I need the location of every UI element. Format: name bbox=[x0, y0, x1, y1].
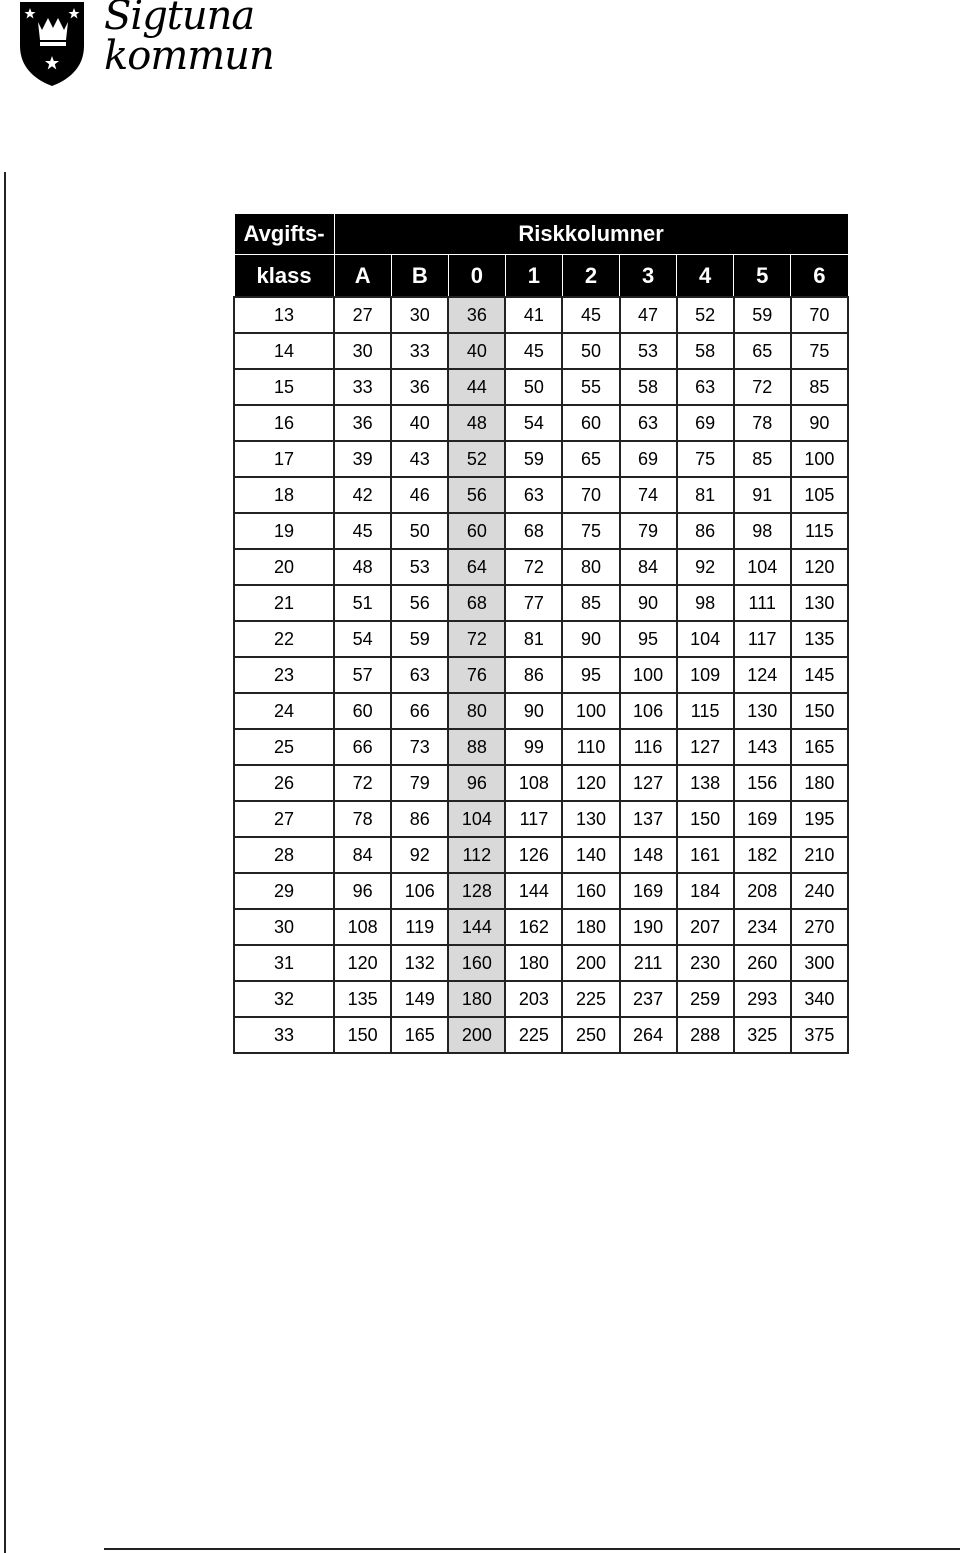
fee-class-cell: 31 bbox=[234, 945, 334, 981]
fee-value-cell: 169 bbox=[734, 801, 791, 837]
fee-value-cell: 211 bbox=[620, 945, 677, 981]
fee-value-cell: 81 bbox=[505, 621, 562, 657]
fee-value-cell: 288 bbox=[677, 1017, 734, 1053]
fee-value-cell: 40 bbox=[448, 333, 505, 369]
fee-value-cell: 90 bbox=[562, 621, 619, 657]
fee-value-cell: 70 bbox=[791, 297, 848, 333]
fee-value-cell: 66 bbox=[391, 693, 448, 729]
fee-value-cell: 56 bbox=[448, 477, 505, 513]
table-row bbox=[234, 585, 848, 621]
fee-value-cell: 108 bbox=[505, 765, 562, 801]
fee-value-cell: 90 bbox=[505, 693, 562, 729]
fee-value-cell: 33 bbox=[334, 369, 391, 405]
fee-value-cell: 70 bbox=[562, 477, 619, 513]
fee-class-cell: 32 bbox=[234, 981, 334, 1017]
fee-value-cell: 45 bbox=[334, 513, 391, 549]
table-row bbox=[234, 765, 848, 801]
header-klass: klass bbox=[234, 255, 334, 298]
fee-value-cell: 95 bbox=[620, 621, 677, 657]
fee-class-cell: 33 bbox=[234, 1017, 334, 1053]
fee-value-cell: 45 bbox=[505, 333, 562, 369]
fee-value-cell: 78 bbox=[734, 405, 791, 441]
fee-value-cell: 72 bbox=[448, 621, 505, 657]
fee-value-cell: 78 bbox=[334, 801, 391, 837]
fee-value-cell: 126 bbox=[505, 837, 562, 873]
coat-of-arms-icon bbox=[18, 0, 88, 86]
fee-value-cell: 60 bbox=[334, 693, 391, 729]
fee-value-cell: 180 bbox=[448, 981, 505, 1017]
fee-value-cell: 182 bbox=[734, 837, 791, 873]
fee-value-cell: 104 bbox=[448, 801, 505, 837]
fee-value-cell: 117 bbox=[505, 801, 562, 837]
fee-value-cell: 230 bbox=[677, 945, 734, 981]
fee-value-cell: 64 bbox=[448, 549, 505, 585]
fee-class-cell: 13 bbox=[234, 297, 334, 333]
fee-value-cell: 128 bbox=[448, 873, 505, 909]
fee-value-cell: 33 bbox=[391, 333, 448, 369]
fee-value-cell: 59 bbox=[734, 297, 791, 333]
fee-value-cell: 68 bbox=[505, 513, 562, 549]
fee-value-cell: 207 bbox=[677, 909, 734, 945]
fee-value-cell: 112 bbox=[448, 837, 505, 873]
sigtuna-kommun-logo bbox=[18, 0, 288, 92]
fee-value-cell: 45 bbox=[562, 297, 619, 333]
fee-value-cell: 73 bbox=[391, 729, 448, 765]
fee-class-cell: 17 bbox=[234, 441, 334, 477]
fee-class-table bbox=[233, 213, 849, 1054]
column-header: 1 bbox=[505, 255, 562, 298]
fee-value-cell: 50 bbox=[562, 333, 619, 369]
fee-value-cell: 66 bbox=[334, 729, 391, 765]
fee-value-cell: 180 bbox=[562, 909, 619, 945]
fee-value-cell: 190 bbox=[620, 909, 677, 945]
fee-value-cell: 77 bbox=[505, 585, 562, 621]
fee-value-cell: 120 bbox=[334, 945, 391, 981]
fee-value-cell: 130 bbox=[791, 585, 848, 621]
fee-value-cell: 55 bbox=[562, 369, 619, 405]
fee-value-cell: 69 bbox=[620, 441, 677, 477]
fee-value-cell: 264 bbox=[620, 1017, 677, 1053]
fee-value-cell: 95 bbox=[562, 657, 619, 693]
table-row bbox=[234, 405, 848, 441]
fee-value-cell: 52 bbox=[448, 441, 505, 477]
fee-class-cell: 25 bbox=[234, 729, 334, 765]
table-body bbox=[234, 297, 848, 1053]
fee-value-cell: 47 bbox=[620, 297, 677, 333]
fee-value-cell: 108 bbox=[334, 909, 391, 945]
fee-value-cell: 99 bbox=[505, 729, 562, 765]
fee-value-cell: 169 bbox=[620, 873, 677, 909]
fee-value-cell: 165 bbox=[391, 1017, 448, 1053]
fee-value-cell: 59 bbox=[505, 441, 562, 477]
fee-value-cell: 75 bbox=[562, 513, 619, 549]
fee-value-cell: 104 bbox=[734, 549, 791, 585]
fee-value-cell: 240 bbox=[791, 873, 848, 909]
fee-value-cell: 59 bbox=[391, 621, 448, 657]
fee-value-cell: 135 bbox=[334, 981, 391, 1017]
fee-value-cell: 160 bbox=[448, 945, 505, 981]
fee-value-cell: 180 bbox=[505, 945, 562, 981]
fee-class-cell: 22 bbox=[234, 621, 334, 657]
fee-value-cell: 60 bbox=[562, 405, 619, 441]
fee-value-cell: 145 bbox=[791, 657, 848, 693]
fee-value-cell: 260 bbox=[734, 945, 791, 981]
left-margin-rule bbox=[4, 172, 6, 1553]
table-row bbox=[234, 441, 848, 477]
fee-value-cell: 195 bbox=[791, 801, 848, 837]
header-riskkolumner: Riskkolumner bbox=[334, 214, 848, 255]
fee-value-cell: 81 bbox=[677, 477, 734, 513]
fee-value-cell: 65 bbox=[734, 333, 791, 369]
fee-value-cell: 69 bbox=[677, 405, 734, 441]
fee-value-cell: 156 bbox=[734, 765, 791, 801]
fee-value-cell: 143 bbox=[734, 729, 791, 765]
footer-rule bbox=[104, 1548, 960, 1550]
fee-value-cell: 144 bbox=[448, 909, 505, 945]
fee-value-cell: 144 bbox=[505, 873, 562, 909]
fee-value-cell: 116 bbox=[620, 729, 677, 765]
fee-value-cell: 135 bbox=[791, 621, 848, 657]
fee-value-cell: 225 bbox=[505, 1017, 562, 1053]
table-row bbox=[234, 945, 848, 981]
fee-value-cell: 53 bbox=[391, 549, 448, 585]
fee-value-cell: 57 bbox=[334, 657, 391, 693]
column-header: 3 bbox=[620, 255, 677, 298]
table-row bbox=[234, 693, 848, 729]
fee-value-cell: 39 bbox=[334, 441, 391, 477]
fee-value-cell: 105 bbox=[791, 477, 848, 513]
fee-value-cell: 85 bbox=[562, 585, 619, 621]
fee-value-cell: 225 bbox=[562, 981, 619, 1017]
fee-value-cell: 104 bbox=[677, 621, 734, 657]
fee-class-cell: 16 bbox=[234, 405, 334, 441]
fee-class-cell: 24 bbox=[234, 693, 334, 729]
fee-value-cell: 132 bbox=[391, 945, 448, 981]
fee-value-cell: 111 bbox=[734, 585, 791, 621]
fee-value-cell: 44 bbox=[448, 369, 505, 405]
fee-value-cell: 85 bbox=[734, 441, 791, 477]
fee-value-cell: 237 bbox=[620, 981, 677, 1017]
fee-value-cell: 100 bbox=[562, 693, 619, 729]
table-row bbox=[234, 369, 848, 405]
fee-value-cell: 72 bbox=[334, 765, 391, 801]
fee-value-cell: 92 bbox=[677, 549, 734, 585]
fee-class-cell: 26 bbox=[234, 765, 334, 801]
column-header: 2 bbox=[562, 255, 619, 298]
fee-value-cell: 115 bbox=[791, 513, 848, 549]
fee-value-cell: 117 bbox=[734, 621, 791, 657]
fee-value-cell: 48 bbox=[334, 549, 391, 585]
fee-value-cell: 160 bbox=[562, 873, 619, 909]
fee-value-cell: 100 bbox=[620, 657, 677, 693]
table-row bbox=[234, 1017, 848, 1053]
fee-value-cell: 259 bbox=[677, 981, 734, 1017]
fee-value-cell: 50 bbox=[391, 513, 448, 549]
fee-value-cell: 127 bbox=[620, 765, 677, 801]
fee-value-cell: 72 bbox=[734, 369, 791, 405]
table-row bbox=[234, 657, 848, 693]
fee-value-cell: 42 bbox=[334, 477, 391, 513]
fee-value-cell: 74 bbox=[620, 477, 677, 513]
fee-value-cell: 210 bbox=[791, 837, 848, 873]
fee-value-cell: 80 bbox=[448, 693, 505, 729]
table-row bbox=[234, 297, 848, 333]
fee-value-cell: 138 bbox=[677, 765, 734, 801]
fee-value-cell: 300 bbox=[791, 945, 848, 981]
fee-value-cell: 85 bbox=[791, 369, 848, 405]
fee-value-cell: 50 bbox=[505, 369, 562, 405]
column-header: 6 bbox=[791, 255, 848, 298]
fee-value-cell: 100 bbox=[791, 441, 848, 477]
header-avgifts: Avgifts- bbox=[234, 214, 334, 255]
fee-class-cell: 14 bbox=[234, 333, 334, 369]
fee-value-cell: 98 bbox=[677, 585, 734, 621]
fee-value-cell: 115 bbox=[677, 693, 734, 729]
fee-class-cell: 20 bbox=[234, 549, 334, 585]
fee-value-cell: 161 bbox=[677, 837, 734, 873]
table-row bbox=[234, 621, 848, 657]
fee-value-cell: 40 bbox=[391, 405, 448, 441]
table-row bbox=[234, 801, 848, 837]
fee-value-cell: 86 bbox=[505, 657, 562, 693]
fee-value-cell: 51 bbox=[334, 585, 391, 621]
fee-class-cell: 28 bbox=[234, 837, 334, 873]
fee-value-cell: 91 bbox=[734, 477, 791, 513]
fee-value-cell: 90 bbox=[620, 585, 677, 621]
fee-value-cell: 203 bbox=[505, 981, 562, 1017]
fee-value-cell: 63 bbox=[391, 657, 448, 693]
fee-value-cell: 234 bbox=[734, 909, 791, 945]
fee-value-cell: 36 bbox=[448, 297, 505, 333]
fee-class-cell: 15 bbox=[234, 369, 334, 405]
fee-value-cell: 200 bbox=[562, 945, 619, 981]
fee-value-cell: 130 bbox=[562, 801, 619, 837]
table-row bbox=[234, 873, 848, 909]
fee-class-cell: 27 bbox=[234, 801, 334, 837]
fee-value-cell: 110 bbox=[562, 729, 619, 765]
fee-value-cell: 119 bbox=[391, 909, 448, 945]
table-row bbox=[234, 513, 848, 549]
fee-value-cell: 92 bbox=[391, 837, 448, 873]
fee-value-cell: 79 bbox=[620, 513, 677, 549]
fee-value-cell: 250 bbox=[562, 1017, 619, 1053]
fee-value-cell: 150 bbox=[334, 1017, 391, 1053]
fee-value-cell: 79 bbox=[391, 765, 448, 801]
fee-value-cell: 30 bbox=[391, 297, 448, 333]
logo-line-1: Sigtuna bbox=[104, 0, 255, 39]
column-header: 5 bbox=[734, 255, 791, 298]
fee-value-cell: 63 bbox=[620, 405, 677, 441]
table-row bbox=[234, 981, 848, 1017]
fee-class-cell: 23 bbox=[234, 657, 334, 693]
column-header: A bbox=[334, 255, 391, 298]
fee-value-cell: 96 bbox=[448, 765, 505, 801]
fee-value-cell: 98 bbox=[734, 513, 791, 549]
fee-value-cell: 54 bbox=[505, 405, 562, 441]
fee-value-cell: 340 bbox=[791, 981, 848, 1017]
table-row bbox=[234, 729, 848, 765]
fee-value-cell: 109 bbox=[677, 657, 734, 693]
table-row bbox=[234, 837, 848, 873]
fee-value-cell: 96 bbox=[334, 873, 391, 909]
fee-value-cell: 325 bbox=[734, 1017, 791, 1053]
fee-value-cell: 88 bbox=[448, 729, 505, 765]
fee-value-cell: 84 bbox=[620, 549, 677, 585]
fee-value-cell: 293 bbox=[734, 981, 791, 1017]
table-row bbox=[234, 333, 848, 369]
fee-value-cell: 165 bbox=[791, 729, 848, 765]
fee-class-cell: 19 bbox=[234, 513, 334, 549]
fee-class-cell: 30 bbox=[234, 909, 334, 945]
fee-value-cell: 375 bbox=[791, 1017, 848, 1053]
fee-value-cell: 180 bbox=[791, 765, 848, 801]
fee-value-cell: 106 bbox=[391, 873, 448, 909]
column-header: 0 bbox=[448, 255, 505, 298]
logo-wordmark bbox=[104, 0, 274, 79]
fee-value-cell: 30 bbox=[334, 333, 391, 369]
fee-value-cell: 36 bbox=[391, 369, 448, 405]
fee-value-cell: 43 bbox=[391, 441, 448, 477]
fee-value-cell: 65 bbox=[562, 441, 619, 477]
fee-value-cell: 86 bbox=[391, 801, 448, 837]
fee-value-cell: 90 bbox=[791, 405, 848, 441]
fee-value-cell: 58 bbox=[620, 369, 677, 405]
fee-value-cell: 63 bbox=[505, 477, 562, 513]
fee-value-cell: 75 bbox=[791, 333, 848, 369]
fee-value-cell: 27 bbox=[334, 297, 391, 333]
logo-line-2: kommun bbox=[104, 33, 274, 79]
fee-value-cell: 53 bbox=[620, 333, 677, 369]
fee-class-cell: 18 bbox=[234, 477, 334, 513]
column-header: B bbox=[391, 255, 448, 298]
fee-value-cell: 148 bbox=[620, 837, 677, 873]
fee-value-cell: 52 bbox=[677, 297, 734, 333]
table-row bbox=[234, 909, 848, 945]
fee-class-cell: 29 bbox=[234, 873, 334, 909]
fee-value-cell: 84 bbox=[334, 837, 391, 873]
table-header bbox=[234, 214, 848, 298]
fee-value-cell: 41 bbox=[505, 297, 562, 333]
fee-value-cell: 54 bbox=[334, 621, 391, 657]
fee-value-cell: 120 bbox=[562, 765, 619, 801]
fee-value-cell: 149 bbox=[391, 981, 448, 1017]
table-row bbox=[234, 477, 848, 513]
fee-value-cell: 72 bbox=[505, 549, 562, 585]
fee-value-cell: 58 bbox=[677, 333, 734, 369]
fee-value-cell: 68 bbox=[448, 585, 505, 621]
fee-value-cell: 130 bbox=[734, 693, 791, 729]
fee-value-cell: 76 bbox=[448, 657, 505, 693]
fee-value-cell: 200 bbox=[448, 1017, 505, 1053]
column-header: 4 bbox=[677, 255, 734, 298]
fee-class-cell: 21 bbox=[234, 585, 334, 621]
fee-value-cell: 106 bbox=[620, 693, 677, 729]
fee-value-cell: 80 bbox=[562, 549, 619, 585]
fee-value-cell: 162 bbox=[505, 909, 562, 945]
fee-value-cell: 36 bbox=[334, 405, 391, 441]
fee-value-cell: 63 bbox=[677, 369, 734, 405]
fee-value-cell: 208 bbox=[734, 873, 791, 909]
fee-value-cell: 150 bbox=[791, 693, 848, 729]
fee-value-cell: 48 bbox=[448, 405, 505, 441]
fee-value-cell: 140 bbox=[562, 837, 619, 873]
fee-value-cell: 86 bbox=[677, 513, 734, 549]
fee-value-cell: 270 bbox=[791, 909, 848, 945]
fee-value-cell: 184 bbox=[677, 873, 734, 909]
fee-value-cell: 120 bbox=[791, 549, 848, 585]
fee-value-cell: 75 bbox=[677, 441, 734, 477]
fee-value-cell: 127 bbox=[677, 729, 734, 765]
fee-value-cell: 150 bbox=[677, 801, 734, 837]
fee-value-cell: 60 bbox=[448, 513, 505, 549]
fee-value-cell: 137 bbox=[620, 801, 677, 837]
fee-value-cell: 124 bbox=[734, 657, 791, 693]
fee-value-cell: 56 bbox=[391, 585, 448, 621]
fee-value-cell: 46 bbox=[391, 477, 448, 513]
table-row bbox=[234, 549, 848, 585]
